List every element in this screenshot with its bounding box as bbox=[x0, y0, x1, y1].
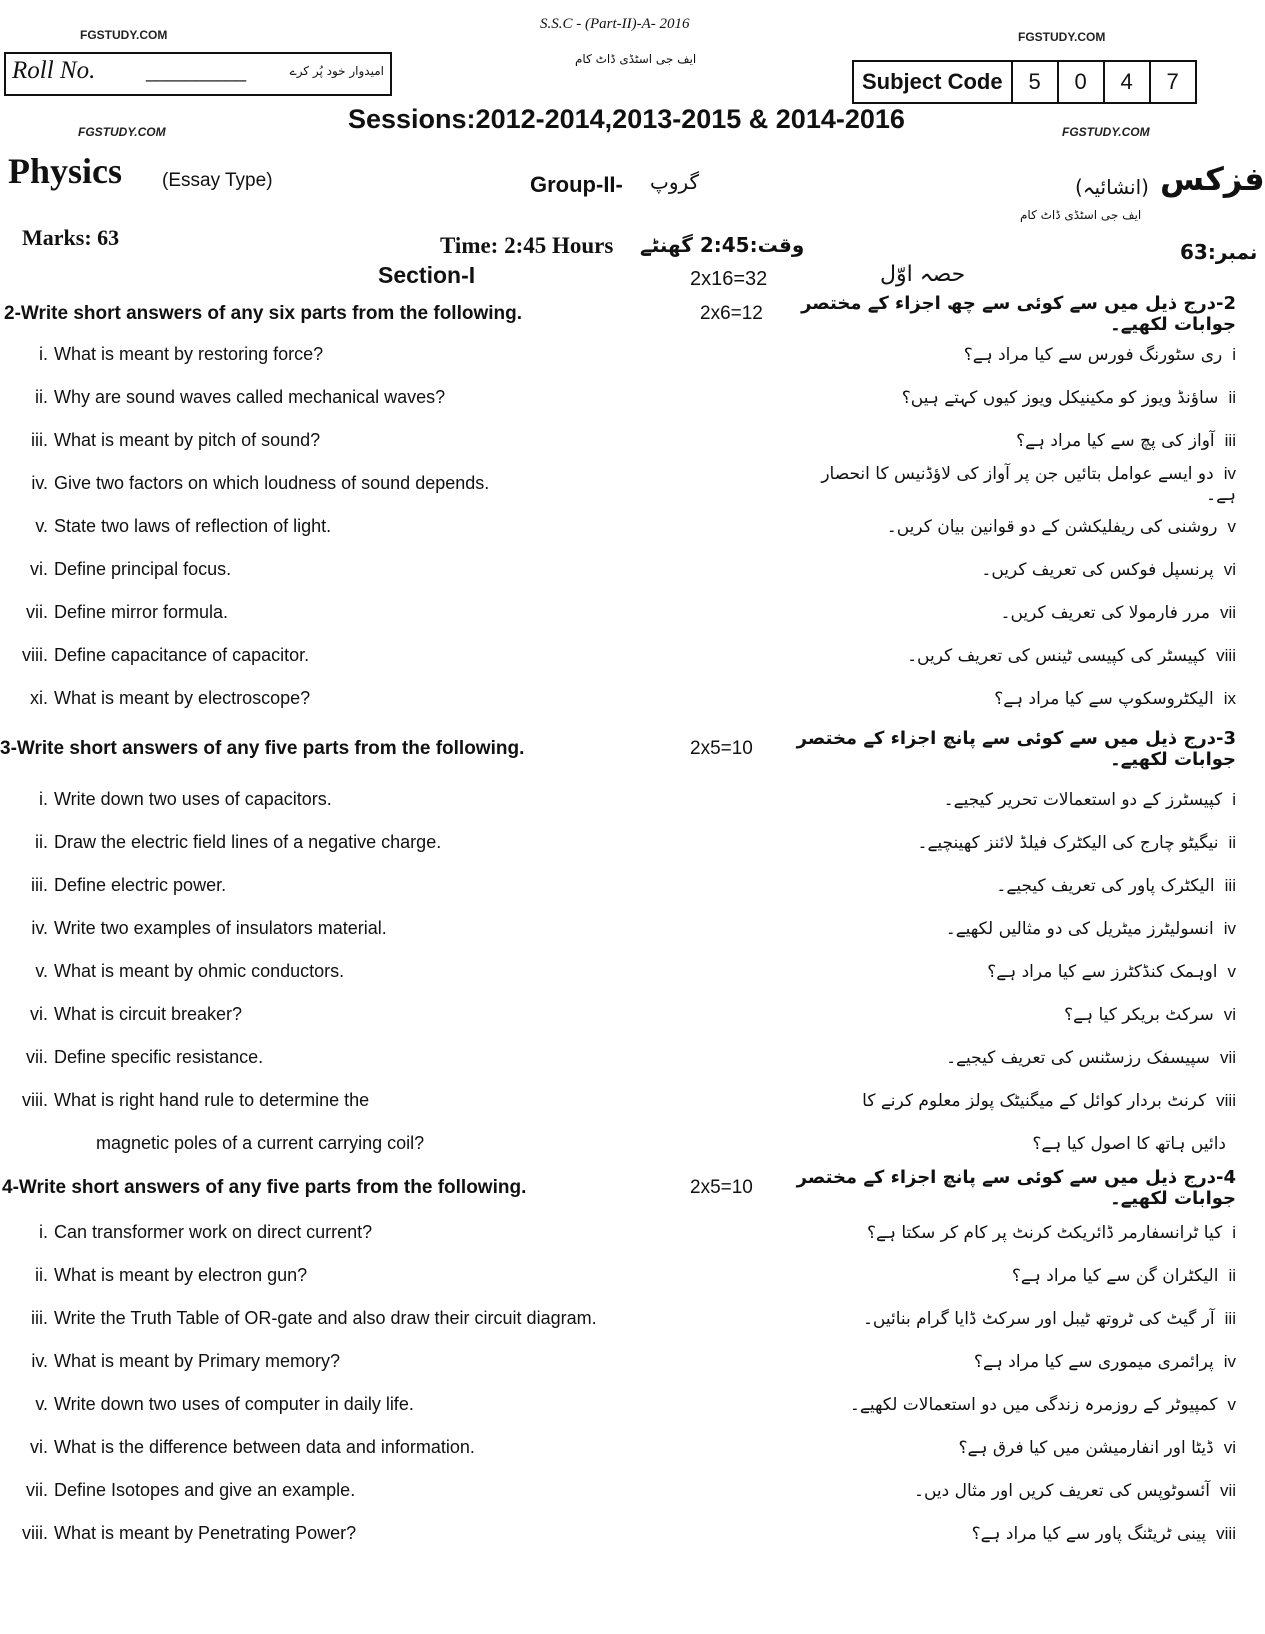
question-title: 3-Write short answers of any five parts from the following. bbox=[0, 738, 525, 759]
item-text-urdu: دائیں ہاتھ کا اصول کیا ہے؟ bbox=[1032, 1134, 1226, 1154]
item-text-urdu: پرائمری میموری سے کیا مراد ہے؟ bbox=[973, 1352, 1214, 1372]
item-text: Define capacitance of capacitor. bbox=[54, 645, 310, 665]
question-item-urdu bbox=[816, 875, 1236, 896]
question-title-urdu: 3-درج ذیل میں سے کوئی سے پانچ اجزاء کے مختصر جوابات لکھیے۔ bbox=[796, 728, 1236, 770]
item-number-urdu: v bbox=[1227, 517, 1236, 536]
subject-code-digit: 5 bbox=[1013, 62, 1059, 102]
item-number: viii. bbox=[22, 1523, 48, 1543]
question-item-urdu bbox=[816, 1480, 1236, 1501]
question-item-english bbox=[0, 645, 760, 666]
item-text: Define Isotopes and give an example. bbox=[54, 1480, 356, 1500]
question-item-english bbox=[0, 961, 760, 982]
question-item-urdu bbox=[816, 1308, 1236, 1329]
watermark: FGSTUDY.COM bbox=[78, 125, 166, 139]
question-item-urdu bbox=[816, 1394, 1236, 1415]
question-item-urdu bbox=[816, 688, 1236, 709]
question-header bbox=[0, 1165, 1250, 1211]
question-item-urdu bbox=[816, 1437, 1236, 1458]
item-number-urdu: iv bbox=[1223, 1352, 1236, 1371]
item-number: i. bbox=[39, 789, 48, 809]
question-item bbox=[0, 1469, 1250, 1512]
question-marks: 2x6=12 bbox=[700, 303, 763, 324]
section-marks: 2x16=32 bbox=[690, 268, 768, 290]
question-marks: 2x5=10 bbox=[690, 1177, 753, 1198]
item-text-urdu: کرنٹ بردار کوائل کے میگنیٹک پولز معلوم کرنے کا bbox=[862, 1091, 1207, 1111]
subject-title: Physics bbox=[8, 151, 123, 191]
question-item-english bbox=[0, 832, 760, 853]
item-text: Write down two uses of computer in daily life. bbox=[54, 1394, 414, 1414]
question-item bbox=[0, 821, 1250, 864]
item-number: iii. bbox=[31, 875, 48, 895]
item-number-urdu: v bbox=[1227, 962, 1236, 981]
item-text-urdu: پرنسپل فوکس کی تعریف کریں۔ bbox=[981, 560, 1214, 580]
item-text-urdu: ڈیٹا اور انفارمیشن میں کیا فرق ہے؟ bbox=[958, 1438, 1214, 1458]
item-text-urdu: آر گیٹ کی ٹروتھ ٹیبل اور سرکٹ ڈایا گرام بنائیں۔ bbox=[862, 1309, 1215, 1329]
question-item-urdu bbox=[816, 918, 1236, 939]
item-number-urdu: vi bbox=[1223, 560, 1236, 579]
question-item-english bbox=[0, 1090, 760, 1111]
item-number: iv. bbox=[31, 473, 48, 493]
item-text-urdu: کمپیوٹر کے روزمرہ زندگی میں دو استعمالات لکھیے۔ bbox=[849, 1395, 1218, 1415]
item-text: What is meant by Primary memory? bbox=[54, 1351, 341, 1371]
roll-label: Roll No. bbox=[12, 57, 96, 84]
item-number: xi. bbox=[30, 688, 48, 708]
item-number-urdu: ii bbox=[1228, 833, 1236, 852]
item-text-urdu: انسولیٹرز میٹریل کی دو مثالیں لکھیے۔ bbox=[945, 919, 1214, 939]
item-number: v. bbox=[35, 516, 48, 536]
subject-code-digit: 4 bbox=[1105, 62, 1151, 102]
marks-urdu: نمبر:63 bbox=[1180, 240, 1258, 264]
question-item bbox=[0, 634, 1250, 677]
item-text-urdu: الیکٹران گن سے کیا مراد ہے؟ bbox=[1011, 1266, 1219, 1286]
item-number: v. bbox=[35, 1394, 48, 1414]
item-number-urdu: iii bbox=[1224, 876, 1236, 895]
question-item bbox=[0, 1512, 1250, 1555]
item-number: vii. bbox=[26, 1047, 48, 1067]
question-2 bbox=[0, 295, 1250, 720]
item-number-urdu: vi bbox=[1223, 1005, 1236, 1024]
urdu-watermark: ایف جی اسٹڈی ڈاٹ کام bbox=[1020, 208, 1142, 222]
item-number: ii. bbox=[35, 387, 48, 407]
subject-code-label: Subject Code bbox=[854, 62, 1013, 102]
item-number: iii. bbox=[31, 1308, 48, 1328]
section-title: Section-I bbox=[378, 262, 476, 288]
item-number: iv. bbox=[31, 1351, 48, 1371]
question-item-english bbox=[0, 688, 760, 709]
question-item-urdu bbox=[816, 961, 1236, 982]
item-number: v. bbox=[35, 961, 48, 981]
question-item bbox=[0, 677, 1250, 720]
question-item-urdu bbox=[816, 645, 1236, 666]
item-number: ii. bbox=[35, 1265, 48, 1285]
question-item-urdu bbox=[816, 1351, 1236, 1372]
question-item bbox=[0, 864, 1250, 907]
roll-urdu: امیدوار خود پُر کرے bbox=[289, 64, 384, 78]
question-item bbox=[0, 993, 1250, 1036]
question-item-english bbox=[0, 559, 760, 580]
question-item-english bbox=[0, 430, 760, 451]
item-text-urdu: کپیسٹرز کے دو استعمالات تحریر کیجیے۔ bbox=[943, 790, 1223, 810]
subject-type-urdu: (انشائیہ) bbox=[1075, 175, 1149, 199]
item-text-urdu: الیکٹرک پاور کی تعریف کیجیے۔ bbox=[996, 876, 1215, 896]
group-urdu: گروپ bbox=[650, 170, 700, 194]
item-text-urdu: آواز کی پچ سے کیا مراد ہے؟ bbox=[1016, 431, 1215, 451]
watermark: FGSTUDY.COM bbox=[80, 28, 168, 42]
question-item bbox=[0, 548, 1250, 591]
question-item bbox=[0, 1383, 1250, 1426]
watermark: FGSTUDY.COM bbox=[1018, 30, 1106, 44]
item-text-urdu: مرر فارمولا کی تعریف کریں۔ bbox=[1000, 603, 1210, 623]
item-text: Define specific resistance. bbox=[54, 1047, 264, 1067]
question-item-english bbox=[0, 1222, 760, 1243]
question-title: 4-Write short answers of any five parts from the following. bbox=[2, 1177, 527, 1198]
item-number-urdu: iii bbox=[1224, 431, 1236, 450]
question-item bbox=[0, 591, 1250, 634]
item-text-urdu: سپیسفک رزسٹنس کی تعریف کیجیے۔ bbox=[946, 1048, 1210, 1068]
item-number: i. bbox=[39, 1222, 48, 1242]
item-number: iii. bbox=[31, 430, 48, 450]
question-item-english bbox=[0, 789, 760, 810]
item-number-urdu: vii bbox=[1219, 603, 1236, 622]
item-number-urdu: ix bbox=[1223, 689, 1236, 708]
item-text: Why are sound waves called mechanical waves? bbox=[54, 387, 446, 407]
item-text: What is meant by electron gun? bbox=[54, 1265, 308, 1285]
paper-code: S.S.C - (Part-II)-A- 2016 bbox=[540, 16, 690, 32]
item-number-urdu: i bbox=[1232, 345, 1236, 364]
question-item bbox=[0, 907, 1250, 950]
question-item-english bbox=[0, 875, 760, 896]
item-number-urdu: i bbox=[1232, 1223, 1236, 1242]
questions-section bbox=[0, 295, 1250, 1555]
question-item bbox=[0, 1254, 1250, 1297]
question-item bbox=[0, 376, 1250, 419]
item-text-urdu: پینی ٹریٹنگ پاور سے کیا مراد ہے؟ bbox=[971, 1524, 1207, 1544]
question-item bbox=[0, 1036, 1250, 1079]
question-item bbox=[0, 1426, 1250, 1469]
question-item-english bbox=[0, 473, 760, 494]
question-item-urdu bbox=[816, 463, 1236, 505]
item-text: What is meant by electroscope? bbox=[54, 688, 311, 708]
question-item-english bbox=[0, 918, 760, 939]
subject-code-digit: 7 bbox=[1166, 69, 1179, 94]
item-text: Draw the electric field lines of a negative charge. bbox=[54, 832, 442, 852]
question-item-urdu bbox=[816, 559, 1236, 580]
item-text: What is meant by restoring force? bbox=[54, 344, 324, 364]
item-text: Can transformer work on direct current? bbox=[54, 1222, 373, 1242]
item-number: vii. bbox=[26, 1480, 48, 1500]
item-text-urdu: آئسوٹوپس کی تعریف کریں اور مثال دیں۔ bbox=[914, 1481, 1210, 1501]
item-text: Define mirror formula. bbox=[54, 602, 229, 622]
item-number-urdu: viii bbox=[1216, 1091, 1236, 1110]
question-item-urdu bbox=[816, 344, 1236, 365]
item-text-urdu: نیگیٹو چارج کی الیکٹرک فیلڈ لائنز کھینچیے۔ bbox=[917, 833, 1219, 853]
item-text: Write the Truth Table of OR-gate and also draw their circuit diagram. bbox=[54, 1308, 597, 1328]
question-item-urdu bbox=[816, 1090, 1236, 1111]
item-text-urdu: ساؤنڈ ویوز کو مکینیکل ویوز کیوں کہتے ہیں؟ bbox=[901, 388, 1219, 408]
question-item bbox=[0, 1122, 1250, 1165]
sessions: Sessions:2012-2014,2013-2015 & 2014-2016 bbox=[348, 104, 905, 134]
question-item bbox=[0, 950, 1250, 993]
subject-urdu: فزکس bbox=[1160, 160, 1265, 198]
roll-blank[interactable]: __________ bbox=[146, 62, 247, 82]
item-number-urdu: v bbox=[1227, 1395, 1236, 1414]
item-number-urdu: ii bbox=[1228, 388, 1236, 407]
item-text: What is circuit breaker? bbox=[54, 1004, 243, 1024]
item-text: Write two examples of insulators material. bbox=[54, 918, 387, 938]
item-number: vii. bbox=[26, 602, 48, 622]
question-item-urdu bbox=[816, 602, 1236, 623]
question-header bbox=[0, 720, 1250, 778]
item-number: viii. bbox=[22, 645, 48, 665]
question-item-urdu bbox=[816, 1133, 1236, 1154]
question-4 bbox=[0, 1165, 1250, 1555]
item-text: Write down two uses of capacitors. bbox=[54, 789, 332, 809]
question-item-english bbox=[0, 602, 760, 623]
question-item-urdu bbox=[816, 516, 1236, 537]
item-number: vi. bbox=[30, 1437, 48, 1457]
item-text: What is meant by pitch of sound? bbox=[54, 430, 321, 450]
question-item-urdu bbox=[816, 387, 1236, 408]
question-item-english bbox=[0, 1480, 760, 1501]
item-text: What is meant by Penetrating Power? bbox=[54, 1523, 357, 1543]
question-item bbox=[0, 778, 1250, 821]
question-item bbox=[0, 1079, 1250, 1122]
item-number: iv. bbox=[31, 918, 48, 938]
question-item-english bbox=[0, 1351, 760, 1372]
item-number-urdu: ii bbox=[1228, 1266, 1236, 1285]
group: Group-II- bbox=[530, 172, 623, 197]
question-item bbox=[0, 1340, 1250, 1383]
question-item-english bbox=[42, 1133, 802, 1154]
item-text-urdu: الیکٹروسکوپ سے کیا مراد ہے؟ bbox=[994, 689, 1214, 709]
question-item-english bbox=[0, 1004, 760, 1025]
question-item-english bbox=[0, 344, 760, 365]
question-item bbox=[0, 1297, 1250, 1340]
item-number: i. bbox=[39, 344, 48, 364]
item-text-urdu: دو ایسے عوامل بتائیں جن پر آواز کی لاؤڈنیس کا انحصار ہے۔ bbox=[821, 463, 1236, 505]
item-text-urdu: سرکٹ بریکر کیا ہے؟ bbox=[1064, 1005, 1214, 1025]
item-number: vi. bbox=[30, 559, 48, 579]
question-item bbox=[0, 462, 1250, 505]
item-text-urdu: ری سٹورنگ فورس سے کیا مراد ہے؟ bbox=[963, 345, 1223, 365]
question-item-urdu bbox=[816, 1523, 1236, 1544]
question-item bbox=[0, 333, 1250, 376]
question-item-english bbox=[0, 1394, 760, 1415]
question-3 bbox=[0, 720, 1250, 1165]
question-item-urdu bbox=[816, 1265, 1236, 1286]
time: Time: 2:45 Hours bbox=[440, 233, 614, 258]
item-text-urdu: کیا ٹرانسفارمر ڈائریکٹ کرنٹ پر کام کر سکتا ہے؟ bbox=[866, 1223, 1223, 1243]
item-number-urdu: viii bbox=[1216, 646, 1236, 665]
subject-code-digit: 0 bbox=[1059, 62, 1105, 102]
item-number-urdu: iii bbox=[1224, 1309, 1236, 1328]
item-text-urdu: کپیسٹر کی کپیسی ٹینس کی تعریف کریں۔ bbox=[907, 646, 1207, 666]
subject-code-box bbox=[852, 60, 1197, 104]
question-item bbox=[0, 505, 1250, 548]
question-marks: 2x5=10 bbox=[690, 738, 753, 759]
question-title-urdu: 2-درج ذیل میں سے کوئی سے چھ اجزاء کے مختصر جوابات لکھیے۔ bbox=[801, 293, 1236, 335]
item-text: magnetic poles of a current carrying coil? bbox=[96, 1133, 425, 1153]
item-number: vi. bbox=[30, 1004, 48, 1024]
section-urdu: حصہ اوّل bbox=[880, 262, 966, 287]
question-item bbox=[0, 1211, 1250, 1254]
question-item-english bbox=[0, 1308, 760, 1329]
question-item-english bbox=[0, 516, 760, 537]
roll-number-box[interactable] bbox=[4, 52, 392, 96]
item-number-urdu: vi bbox=[1223, 1438, 1236, 1457]
question-item bbox=[0, 419, 1250, 462]
item-number-urdu: viii bbox=[1216, 1524, 1236, 1543]
watermark: FGSTUDY.COM bbox=[1062, 125, 1150, 139]
item-text-urdu: اوہمک کنڈکٹرز سے کیا مراد ہے؟ bbox=[987, 962, 1218, 982]
question-title-urdu: 4-درج ذیل میں سے کوئی سے پانچ اجزاء کے مختصر جوابات لکھیے۔ bbox=[796, 1167, 1236, 1209]
item-text: What is the difference between data and information. bbox=[54, 1437, 475, 1457]
question-header bbox=[0, 295, 1250, 333]
question-item-urdu bbox=[816, 832, 1236, 853]
item-text-urdu: روشنی کی ریفلیکشن کے دو قوانین بیان کریں۔ bbox=[886, 517, 1218, 537]
marks: Marks: 63 bbox=[22, 225, 120, 250]
item-text: State two laws of reflection of light. bbox=[54, 516, 332, 536]
question-item-english bbox=[0, 1437, 760, 1458]
item-number-urdu: i bbox=[1232, 790, 1236, 809]
question-item-urdu bbox=[816, 1222, 1236, 1243]
question-item-english bbox=[0, 1523, 760, 1544]
time-urdu: وقت:2:45 گھنٹے bbox=[640, 233, 805, 257]
item-text: Define principal focus. bbox=[54, 559, 232, 579]
question-item-urdu bbox=[816, 1004, 1236, 1025]
item-number: ii. bbox=[35, 832, 48, 852]
question-item-urdu bbox=[816, 1047, 1236, 1068]
question-item-english bbox=[0, 1265, 760, 1286]
question-item-english bbox=[0, 387, 760, 408]
item-text: What is right hand rule to determine the bbox=[54, 1090, 370, 1110]
item-text: Define electric power. bbox=[54, 875, 227, 895]
subject-type: (Essay Type) bbox=[162, 170, 273, 191]
item-number: viii. bbox=[22, 1090, 48, 1110]
question-item-urdu bbox=[816, 430, 1236, 451]
item-text: Give two factors on which loudness of sound depends. bbox=[54, 473, 490, 493]
question-title: 2-Write short answers of any six parts from the following. bbox=[4, 303, 523, 324]
urdu-watermark: ایف جی اسٹڈی ڈاٹ کام bbox=[575, 52, 697, 66]
question-item-urdu bbox=[816, 789, 1236, 810]
question-item-english bbox=[0, 1047, 760, 1068]
item-number-urdu: iv bbox=[1223, 919, 1236, 938]
item-number-urdu: vii bbox=[1219, 1048, 1236, 1067]
item-number-urdu: iv bbox=[1223, 463, 1236, 483]
item-text: What is meant by ohmic conductors. bbox=[54, 961, 345, 981]
item-number-urdu: vii bbox=[1219, 1481, 1236, 1500]
